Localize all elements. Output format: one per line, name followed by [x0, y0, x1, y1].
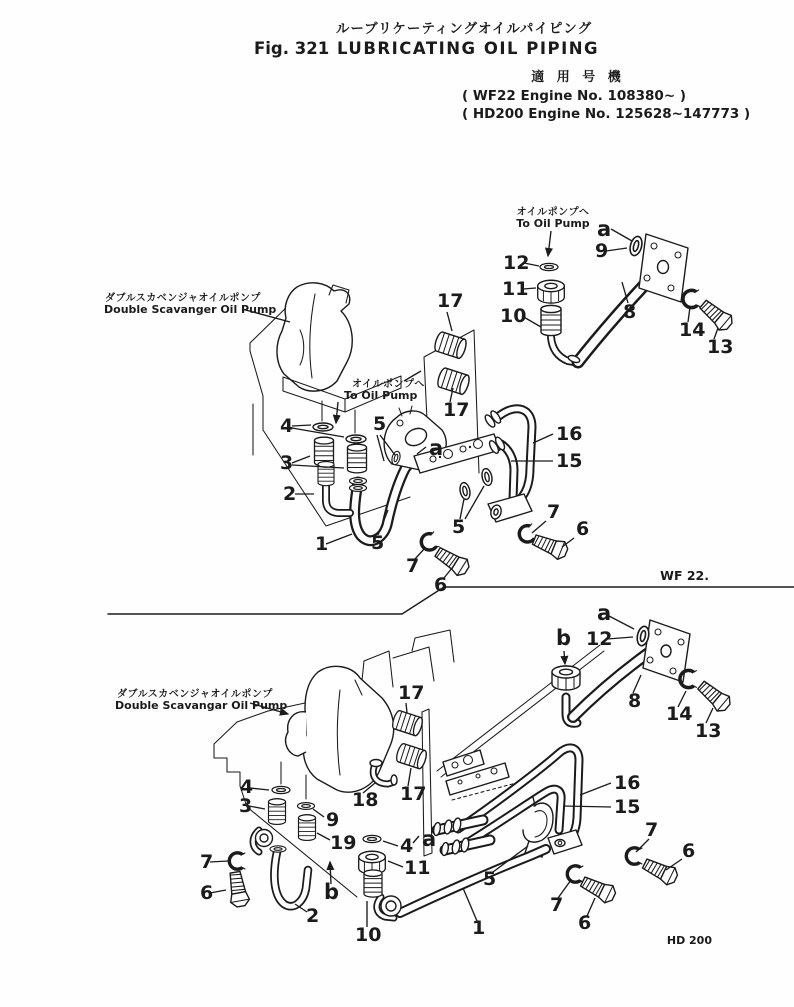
callout-label-7: 7 — [645, 819, 659, 841]
clip-7a-lower — [229, 853, 245, 869]
callout-label-5: 5 — [373, 413, 387, 435]
callout-label-a: a — [597, 217, 612, 241]
pump-note-jp-upper: ダブルスカベンジャオイルポンプ — [105, 293, 261, 304]
to-oil-pump-arrow-mid — [336, 402, 338, 423]
callout-label-12: 12 — [503, 252, 530, 274]
callout-label-6: 6 — [578, 912, 592, 934]
callout-leader — [611, 229, 632, 241]
fitting-2-upper — [318, 462, 334, 486]
callout-leader — [413, 836, 419, 843]
pipe-foot-flange-upper — [488, 494, 532, 522]
callout-label-6: 6 — [434, 574, 448, 596]
callout-label-16: 16 — [614, 772, 641, 794]
callout-label-3: 3 — [280, 452, 294, 474]
clip-14-upper — [682, 290, 700, 309]
manifold-plate-lower — [443, 750, 509, 795]
ferrule-2-lower — [270, 846, 286, 852]
callout-label-2: 2 — [283, 483, 297, 505]
o-ring-4a-lower — [272, 786, 290, 793]
callout-label-9: 9 — [595, 240, 609, 262]
callout-label-7: 7 — [550, 894, 564, 916]
bolt-6b-lower — [579, 873, 618, 905]
callout-label-5: 5 — [452, 516, 466, 538]
callout-label-9: 9 — [326, 809, 340, 831]
callout-leader — [292, 425, 311, 426]
model-tag-hd200: HD 200 — [666, 934, 712, 947]
to-oil-pump-note-jp-top: オイルポンプへ — [516, 207, 590, 218]
callout-label-11: 11 — [502, 278, 529, 300]
callout-label-a: a — [597, 601, 612, 625]
callout-leader — [447, 312, 452, 331]
applicable-heading: 適 用 号 機 — [531, 70, 625, 85]
callout-label-17: 17 — [400, 783, 427, 805]
callout-label-7: 7 — [406, 555, 420, 577]
clip-7a-upper — [419, 532, 439, 553]
callout-leader — [388, 861, 403, 867]
fitting-17a-lower — [391, 710, 424, 737]
fitting-17b-lower — [395, 743, 428, 770]
callout-label-b: b — [556, 626, 572, 650]
elbow-18-lower — [370, 760, 397, 786]
fitting-10-upper — [541, 305, 561, 335]
callout-leader — [563, 806, 611, 807]
callout-label-10: 10 — [355, 924, 382, 946]
o-ring-9-upper — [628, 235, 644, 257]
callout-leader — [609, 616, 634, 629]
to-oil-pump-note-en-top: To Oil Pump — [516, 217, 590, 230]
callout-label-3: 3 — [239, 795, 253, 817]
o-ring-4b-upper — [346, 435, 366, 443]
callout-label-8: 8 — [623, 301, 637, 323]
bolt-6c-lower — [641, 855, 680, 887]
o-ring-4b-lower — [363, 835, 381, 842]
callout-label-6: 6 — [200, 882, 214, 904]
fitting-19-lower — [299, 815, 316, 841]
to-oil-pump-arrow-top — [548, 231, 551, 256]
bolt-13-lower — [695, 678, 734, 715]
callout-leader — [580, 783, 611, 795]
bolt-6a-lower — [226, 871, 251, 908]
o-ring-4a-upper — [313, 423, 333, 431]
callout-label-b: b — [324, 880, 340, 904]
manifold-cylinders-lower — [433, 817, 490, 855]
callout-label-8: 8 — [628, 690, 642, 712]
callout-label-4: 4 — [240, 776, 254, 798]
callout-label-a: a — [429, 436, 444, 460]
callout-label-17: 17 — [437, 290, 464, 312]
pipe-foot-flange-lower — [548, 830, 582, 854]
section-divider — [108, 587, 794, 614]
callout-leader — [292, 456, 310, 463]
fitting-17b-upper — [436, 367, 471, 395]
oil-pipe-15-upper — [501, 444, 514, 500]
callout-leader — [326, 534, 352, 544]
callout-label-7: 7 — [547, 501, 561, 523]
callout-label-19: 19 — [330, 832, 357, 854]
callout-label-1: 1 — [315, 533, 329, 555]
clip-7b-lower — [567, 866, 583, 882]
callout-label-18: 18 — [352, 789, 379, 811]
callout-leader — [532, 521, 546, 533]
header — [254, 21, 750, 122]
model-tag-wf22: WF 22. — [660, 568, 709, 583]
ferrule-upper — [350, 478, 367, 485]
figure-number: Fig. 321 — [254, 39, 330, 58]
fitting-10-lower — [364, 870, 382, 897]
callout-label-6: 6 — [682, 840, 696, 862]
callout-label-16: 16 — [556, 423, 583, 445]
pump-note-en-lower: Double Scavangar Oil Pump — [115, 699, 288, 712]
scavenger-pump-body-upper — [277, 283, 401, 433]
callout-label-15: 15 — [556, 450, 583, 472]
oil-pipe-2-lower — [274, 852, 308, 906]
callout-label-1: 1 — [472, 917, 486, 939]
o-ring-9-lower — [298, 803, 315, 810]
callout-label-14: 14 — [666, 703, 693, 725]
callout-leader — [317, 833, 330, 840]
callout-label-7: 7 — [200, 851, 214, 873]
callout-label-6: 6 — [576, 518, 590, 540]
pump-note-en-upper: Double Scavanger Oil Pump — [104, 303, 277, 316]
callout-label-10: 10 — [500, 305, 527, 327]
fitting-3-lower — [269, 799, 286, 825]
applicable-serial-wf22: ( WF22 Engine No. 108380~ ) — [462, 88, 687, 104]
callout-label-11: 11 — [404, 857, 431, 879]
callout-label-4: 4 — [400, 835, 414, 857]
to-oil-pump-note-jp-mid: オイルポンプへ — [352, 379, 425, 390]
oil-pipe-1-upper — [355, 461, 411, 541]
callout-label-13: 13 — [707, 336, 734, 358]
o-ring-5c-upper — [481, 468, 494, 487]
o-ring-12-upper — [540, 263, 558, 270]
callout-label-5: 5 — [371, 532, 385, 554]
callout-label-17: 17 — [443, 399, 470, 421]
lower-diagram — [115, 601, 734, 947]
callout-leader — [383, 841, 398, 846]
callout-label-14: 14 — [679, 319, 706, 341]
callout-label-5: 5 — [483, 868, 497, 890]
callout-leader — [606, 248, 627, 251]
o-ring-5b-upper — [459, 482, 472, 501]
upper-diagram — [104, 205, 736, 596]
nut-11-upper — [538, 280, 565, 303]
applicable-serial-hd200: ( HD200 Engine No. 125628~147773 ) — [462, 106, 751, 122]
callout-leader — [564, 651, 565, 664]
page-title: LUBRICATING OIL PIPING — [337, 39, 600, 58]
elbow-pipe-2-upper — [326, 486, 350, 513]
title-japanese: ルーブリケーティングオイルパイピング — [335, 21, 593, 37]
callout-label-13: 13 — [695, 720, 722, 742]
callout-label-4: 4 — [280, 415, 294, 437]
pump-note-jp-lower: ダブルスカベンジャオイルポンプ — [117, 689, 273, 700]
callout-label-17: 17 — [398, 682, 425, 704]
callout-label-15: 15 — [614, 796, 641, 818]
oil-pipe-1-lower — [377, 849, 546, 918]
fitting-17a-upper — [433, 331, 468, 359]
ferrule-upper — [350, 485, 367, 492]
to-oil-pump-note-en-mid: To Oil Pump — [344, 389, 418, 402]
nut-b-lower — [552, 666, 580, 690]
clip-7c-lower — [626, 848, 642, 864]
callout-label-12: 12 — [586, 628, 613, 650]
fitting-3b-upper — [348, 444, 367, 473]
callout-label-2: 2 — [306, 905, 320, 927]
callout-label-a: a — [422, 827, 437, 851]
callout-leader — [406, 703, 407, 713]
